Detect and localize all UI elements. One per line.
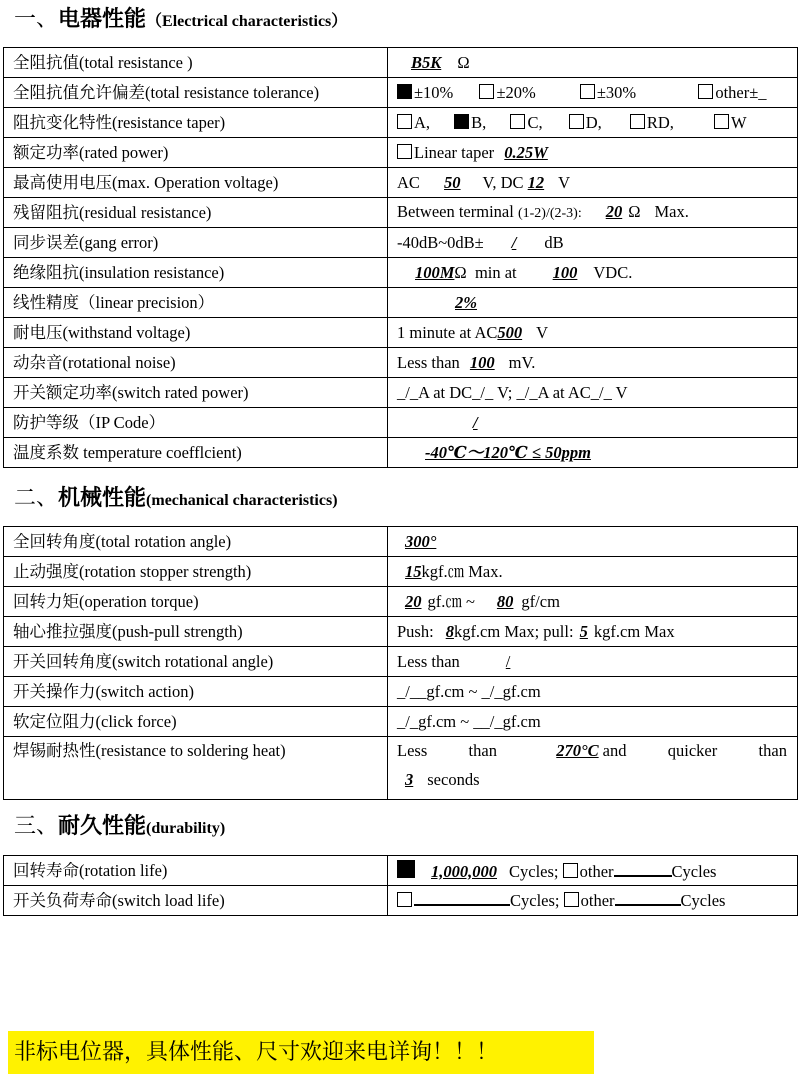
- row-label: 耐电压(withstand voltage): [4, 318, 388, 348]
- torque-min: 20: [405, 591, 422, 611]
- option-label: ±20%: [496, 82, 536, 102]
- row-label: 开关回转角度(switch rotational angle): [4, 647, 388, 677]
- section-title-mechanical: [14, 485, 338, 514]
- word: seconds: [427, 770, 480, 789]
- prefix-text: Linear taper: [414, 142, 495, 162]
- prefix-text: Less than: [397, 352, 460, 372]
- table-row: [4, 288, 798, 318]
- contact-banner: 非标电位器，具体性能、尺寸欢迎来电详询！！！: [8, 1031, 594, 1074]
- terminal-text: (1-2)/(2-3):: [517, 205, 582, 221]
- table-row: [4, 647, 798, 677]
- option-label: D,: [585, 112, 602, 132]
- dc-voltage-value: 12: [527, 172, 545, 192]
- table-row: [4, 318, 798, 348]
- rotation-life-value: 1,000,000: [431, 861, 497, 881]
- prefix-text: Less than: [397, 651, 460, 671]
- table-row: [4, 707, 798, 737]
- soldering-line-2: [397, 770, 797, 790]
- row-value: _/_A at DC_/_ V; _/_A at AC_/_ V: [388, 378, 798, 408]
- row-label: 全阻抗值允许偏差(total resistance tolerance): [4, 78, 388, 108]
- table-row: [4, 677, 798, 707]
- row-label: 动杂音(rotational noise): [4, 348, 388, 378]
- unit-text: kgf.㎝ Max.: [421, 561, 503, 581]
- section-title-en: （Electrical characteristics）: [146, 13, 348, 30]
- row-value: [388, 108, 798, 138]
- mid-text: gf.㎝ ~: [427, 591, 475, 611]
- blank-line: [615, 890, 681, 906]
- row-label: 同步误差(gang error): [4, 228, 388, 258]
- torque-max: 80: [496, 591, 514, 611]
- row-label: 焊锡耐热性(resistance to soldering heat): [4, 737, 388, 800]
- mechanical-table: [3, 526, 798, 800]
- option-label: ±10%: [414, 82, 454, 102]
- table-row: [4, 737, 798, 800]
- prefix-text: AC: [397, 172, 420, 192]
- table-row: [4, 168, 798, 198]
- checkbox[interactable]: [714, 114, 729, 129]
- option-label: W: [731, 112, 747, 132]
- row-label: 开关操作力(switch action): [4, 677, 388, 707]
- cycles-text: Cycles: [680, 891, 726, 910]
- row-value: [388, 228, 798, 258]
- row-value: [388, 348, 798, 378]
- section-title-cn: 耐久性能: [58, 813, 147, 838]
- table-row: [4, 856, 798, 886]
- checkbox-checked[interactable]: [397, 860, 415, 878]
- row-value: [388, 438, 798, 468]
- word: than: [758, 741, 787, 760]
- table-row: [4, 527, 798, 557]
- option-label: RD,: [646, 112, 674, 132]
- blank-line: [414, 890, 510, 906]
- checkbox[interactable]: [569, 114, 584, 129]
- soldering-line-1: [397, 741, 797, 761]
- ip-value: /: [473, 412, 478, 432]
- table-row: [4, 557, 798, 587]
- ohm-unit: Ω: [457, 52, 470, 72]
- row-label: 绝缘阻抗(insulation resistance): [4, 258, 388, 288]
- ohm-unit: Ω: [628, 201, 641, 221]
- insulation-value: 100M: [415, 262, 455, 282]
- checkbox[interactable]: [397, 114, 412, 129]
- ac-voltage-value: 50: [444, 172, 461, 192]
- checkbox-checked[interactable]: [397, 84, 412, 99]
- suffix-text: Max.: [654, 201, 689, 221]
- row-value: [388, 886, 798, 916]
- table-row: [4, 408, 798, 438]
- row-value: [388, 138, 798, 168]
- table-row: [4, 378, 798, 408]
- checkbox[interactable]: [580, 84, 595, 99]
- stopper-value: 15: [405, 561, 422, 581]
- row-label: 软定位阻力(click force): [4, 707, 388, 737]
- table-row: [4, 348, 798, 378]
- unit-text: kgf.cm Max: [593, 621, 675, 641]
- row-value: [388, 198, 798, 228]
- unit-text: dB: [544, 232, 564, 252]
- row-label: 阻抗变化特性(resistance taper): [4, 108, 388, 138]
- checkbox[interactable]: [479, 84, 494, 99]
- row-value: [388, 78, 798, 108]
- row-value: [388, 856, 798, 886]
- word: quicker: [667, 741, 718, 760]
- switch-angle-value: /: [505, 651, 511, 671]
- unit-text: V: [536, 322, 549, 342]
- checkbox[interactable]: [397, 892, 412, 907]
- row-label: 回转寿命(rotation life): [4, 856, 388, 886]
- checkbox[interactable]: [564, 892, 579, 907]
- section-title-en: (mechanical characteristics): [146, 492, 338, 509]
- prefix-text: -40dB~0dB±: [397, 232, 484, 252]
- row-label: 轴心推拉强度(push-pull strength): [4, 617, 388, 647]
- row-label: 残留阻抗(residual resistance): [4, 198, 388, 228]
- residual-value: 20: [605, 201, 623, 221]
- option-label: A,: [414, 112, 431, 132]
- temp-coeff-value: -40℃～120℃ ≤ 50ppm: [425, 442, 591, 462]
- checkbox-checked[interactable]: [454, 114, 469, 129]
- row-label: 全回转角度(total rotation angle): [4, 527, 388, 557]
- word: than: [468, 741, 497, 760]
- power-value: 0.25W: [504, 142, 548, 162]
- checkbox[interactable]: [397, 144, 412, 159]
- resistance-value: B5K: [411, 52, 442, 72]
- table-row: [4, 138, 798, 168]
- unit-text: gf/cm: [521, 591, 560, 611]
- table-row: [4, 48, 798, 78]
- table-row: [4, 228, 798, 258]
- row-label: 线性精度（linear precision）: [4, 288, 388, 318]
- option-label: other±_: [715, 82, 767, 102]
- row-label: 最高使用电压(max. Operation voltage): [4, 168, 388, 198]
- section-title-electrical: [14, 6, 347, 35]
- prefix-text: 1 minute at AC: [397, 322, 498, 342]
- table-row: [4, 438, 798, 468]
- section-number: 三、: [14, 813, 59, 838]
- row-value: [388, 258, 798, 288]
- soldering-temp: 270°C: [556, 741, 599, 760]
- section-number: 二、: [14, 485, 59, 510]
- row-value: [388, 587, 798, 617]
- section-title-en: (durability): [146, 820, 226, 837]
- row-label: 止动强度(rotation stopper strength): [4, 557, 388, 587]
- section-title-cn: 电器性能: [58, 6, 147, 31]
- row-label: 回转力矩(operation torque): [4, 587, 388, 617]
- row-value: [388, 647, 798, 677]
- cycles-text: Cycles;: [509, 861, 559, 881]
- row-label: 防护等级（IP Code）: [4, 408, 388, 438]
- row-label: 全阻抗值(total resistance ): [4, 48, 388, 78]
- row-value: [388, 318, 798, 348]
- insulation-voltage: 100: [552, 262, 578, 282]
- mid-text: min at: [474, 262, 517, 282]
- table-row: [4, 108, 798, 138]
- other-text: other: [579, 861, 614, 881]
- table-row: [4, 617, 798, 647]
- option-label: C,: [527, 112, 543, 132]
- section-number: 一、: [14, 6, 59, 31]
- section-title-cn: 机械性能: [58, 485, 147, 510]
- mid-text: kgf.cm Max; pull:: [453, 621, 574, 641]
- checkbox[interactable]: [698, 84, 713, 99]
- rotation-angle-value: 300°: [405, 531, 437, 551]
- cycles-text: Cycles: [671, 861, 717, 881]
- table-row: [4, 258, 798, 288]
- withstand-value: 500: [497, 322, 523, 342]
- row-label: 温度系数 temperature coefflcient): [4, 438, 388, 468]
- row-value: [388, 288, 798, 318]
- durability-table: [3, 855, 798, 916]
- row-value: [388, 557, 798, 587]
- row-label: 开关额定功率(switch rated power): [4, 378, 388, 408]
- unit-text: V: [558, 172, 571, 192]
- table-row: [4, 886, 798, 916]
- unit-text: VDC.: [593, 262, 633, 282]
- gang-value: /: [511, 232, 517, 252]
- section-title-durability: [14, 813, 225, 842]
- cycles-text: Cycles;: [510, 891, 560, 910]
- row-value: [388, 48, 798, 78]
- row-value: _/__gf.cm ~ _/_gf.cm: [388, 677, 798, 707]
- push-value: 8: [445, 621, 454, 641]
- row-value: [388, 168, 798, 198]
- option-label: B,: [471, 112, 487, 132]
- table-row: [4, 78, 798, 108]
- row-value: [388, 527, 798, 557]
- table-row: [4, 198, 798, 228]
- row-label: 开关负荷寿命(switch load life): [4, 886, 388, 916]
- mid-text: V, DC: [482, 172, 524, 192]
- row-value: [388, 408, 798, 438]
- word: Less: [397, 741, 428, 760]
- pull-value: 5: [579, 621, 588, 641]
- temp-group: [510, 741, 626, 761]
- row-label: 额定功率(rated power): [4, 138, 388, 168]
- checkbox[interactable]: [563, 863, 578, 878]
- row-value: _/_gf.cm ~ __/_gf.cm: [388, 707, 798, 737]
- noise-value: 100: [469, 352, 495, 372]
- checkbox[interactable]: [510, 114, 525, 129]
- table-row: [4, 587, 798, 617]
- row-value: [388, 617, 798, 647]
- word: and: [602, 741, 627, 760]
- ohm-unit: Ω: [454, 262, 467, 282]
- row-value: [388, 737, 798, 800]
- other-text: other: [580, 891, 615, 910]
- prefix-text: Push:: [397, 621, 434, 641]
- option-label: ±30%: [596, 82, 637, 102]
- checkbox[interactable]: [630, 114, 645, 129]
- prefix-text: Between terminal: [397, 201, 514, 221]
- blank-line: [614, 861, 672, 877]
- electrical-table: [3, 47, 798, 468]
- unit-text: mV.: [508, 352, 536, 372]
- seconds-value: 3: [405, 770, 414, 789]
- precision-value: 2%: [455, 292, 477, 312]
